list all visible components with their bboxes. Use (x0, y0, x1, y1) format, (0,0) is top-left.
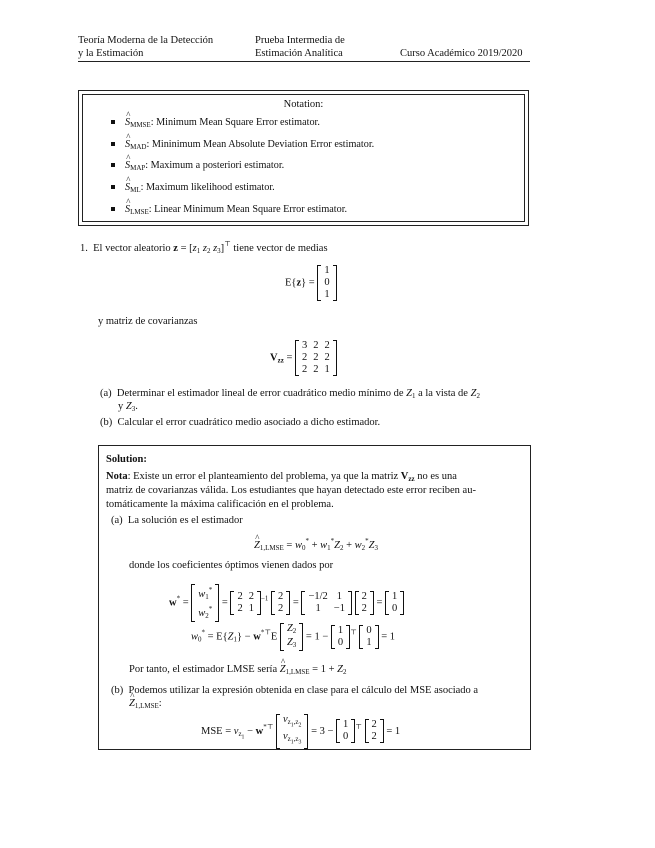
nota-line2: matriz de covarianzas válida. Los estudiantes que hayan detectado este error reciben au- (106, 485, 476, 496)
course-title: Teoría Moderna de la Detección y la Estimación (78, 35, 214, 59)
solution-b: (b) Podemos utilizar la expresión obtenida en clase para el cálculo del MSE asociado a (111, 685, 479, 696)
notation-item-mmse: ^ $S_{MMSE}$: Minimum Mean Square Error estimator. (111, 117, 320, 129)
conclusion: Por tanto, el estimador LMSE sería ^ $Z_{1,LMSE} = 1 + Z_2$ (129, 664, 346, 676)
w0-eq: $w_0^* = E\{Z_1\} - w^{*⊤}E$ $Z_2$ $Z_3$ = 1 − 1 0 ⊤ 0 1 = 1 (191, 623, 396, 649)
mean-vector: 1 0 1 (317, 265, 336, 301)
part-b: (b) Calcular el error cuadrático medio asociado a dicho estimador. (100, 417, 381, 428)
cov-matrix: 3 2 2 2 2 2 2 2 1 (295, 340, 337, 376)
estimator-eq: ^ $Z_{1,LMSE} = w_0^* + w_1^*Z_2 + w_2^*Z_3$ (254, 537, 378, 552)
notation-item-ml: ^ $S_{ML}$: Maximum likelihood estimator. (111, 182, 275, 194)
mse-eq: MSE = $v_{z_1} - w^{*⊤}$ $v_{z_1,z_2}$ $v_{z_1,z_3}$ = 3 − 1 0 ⊤ 2 2 = 1 (201, 714, 400, 749)
cov-intro: y matriz de covarianzas (98, 316, 198, 327)
notation-item-map: ^ $S_{MAP}$: Maximum a posteriori estimator. (111, 160, 284, 172)
weights-eq: w* = $w_1^*$ $w_2^*$ = 2 2 2 1 $^{-1}$ 2 2 = −1/2 1 1 −1 2 2 = 1 0 (169, 584, 404, 622)
part-a: (a) Determinar el estimador lineal de error cuadrático medio mínimo de $Z_1$ a la vista de $Z_2$ (100, 388, 480, 400)
mean-vector-eq: E{z} = 1 0 1 (285, 265, 337, 301)
coef-text: donde los coeficientes óptimos vienen dados por (129, 560, 334, 571)
header-rule (78, 61, 530, 62)
solution-a: (a) La solución es el estimador (111, 515, 243, 526)
academic-year: Curso Académico 2019/2020 (400, 48, 523, 59)
part-a-cont: y $Z_3$. (118, 401, 138, 413)
nota-line1: Nota: Existe un error el planteamiento del problema, ya que la matriz $V_{zz}$ no es una (106, 471, 457, 483)
notation-item-mad: ^ $S_{MAD}$: Mininimum Mean Absolute Deviation Error estimator. (111, 139, 374, 151)
solution-title: Solution: (106, 454, 147, 465)
notation-box (78, 90, 529, 226)
cov-matrix-eq: $V_{zz}$ = 3 2 2 2 2 2 2 2 1 (270, 340, 337, 376)
problem-intro: 1. El vector aleatorio $z = [z_1$ $z_2$ $z_3]^⊤$ tiene vector de medias (80, 240, 328, 255)
solution-b-cont: ^ $Z_{1,LMSE}$: (129, 698, 162, 710)
exam-title: Prueba Intermedia de Estimación Analítica (255, 35, 345, 59)
notation-item-lmse: ^ $S_{LMSE}$: Linear Minimum Mean Square Error estimator. (111, 204, 347, 216)
nota-line3: tomáticamente la máxima calificación en el problema. (106, 499, 334, 510)
notation-title: Notation: (283, 99, 324, 110)
solution-box (98, 445, 531, 750)
